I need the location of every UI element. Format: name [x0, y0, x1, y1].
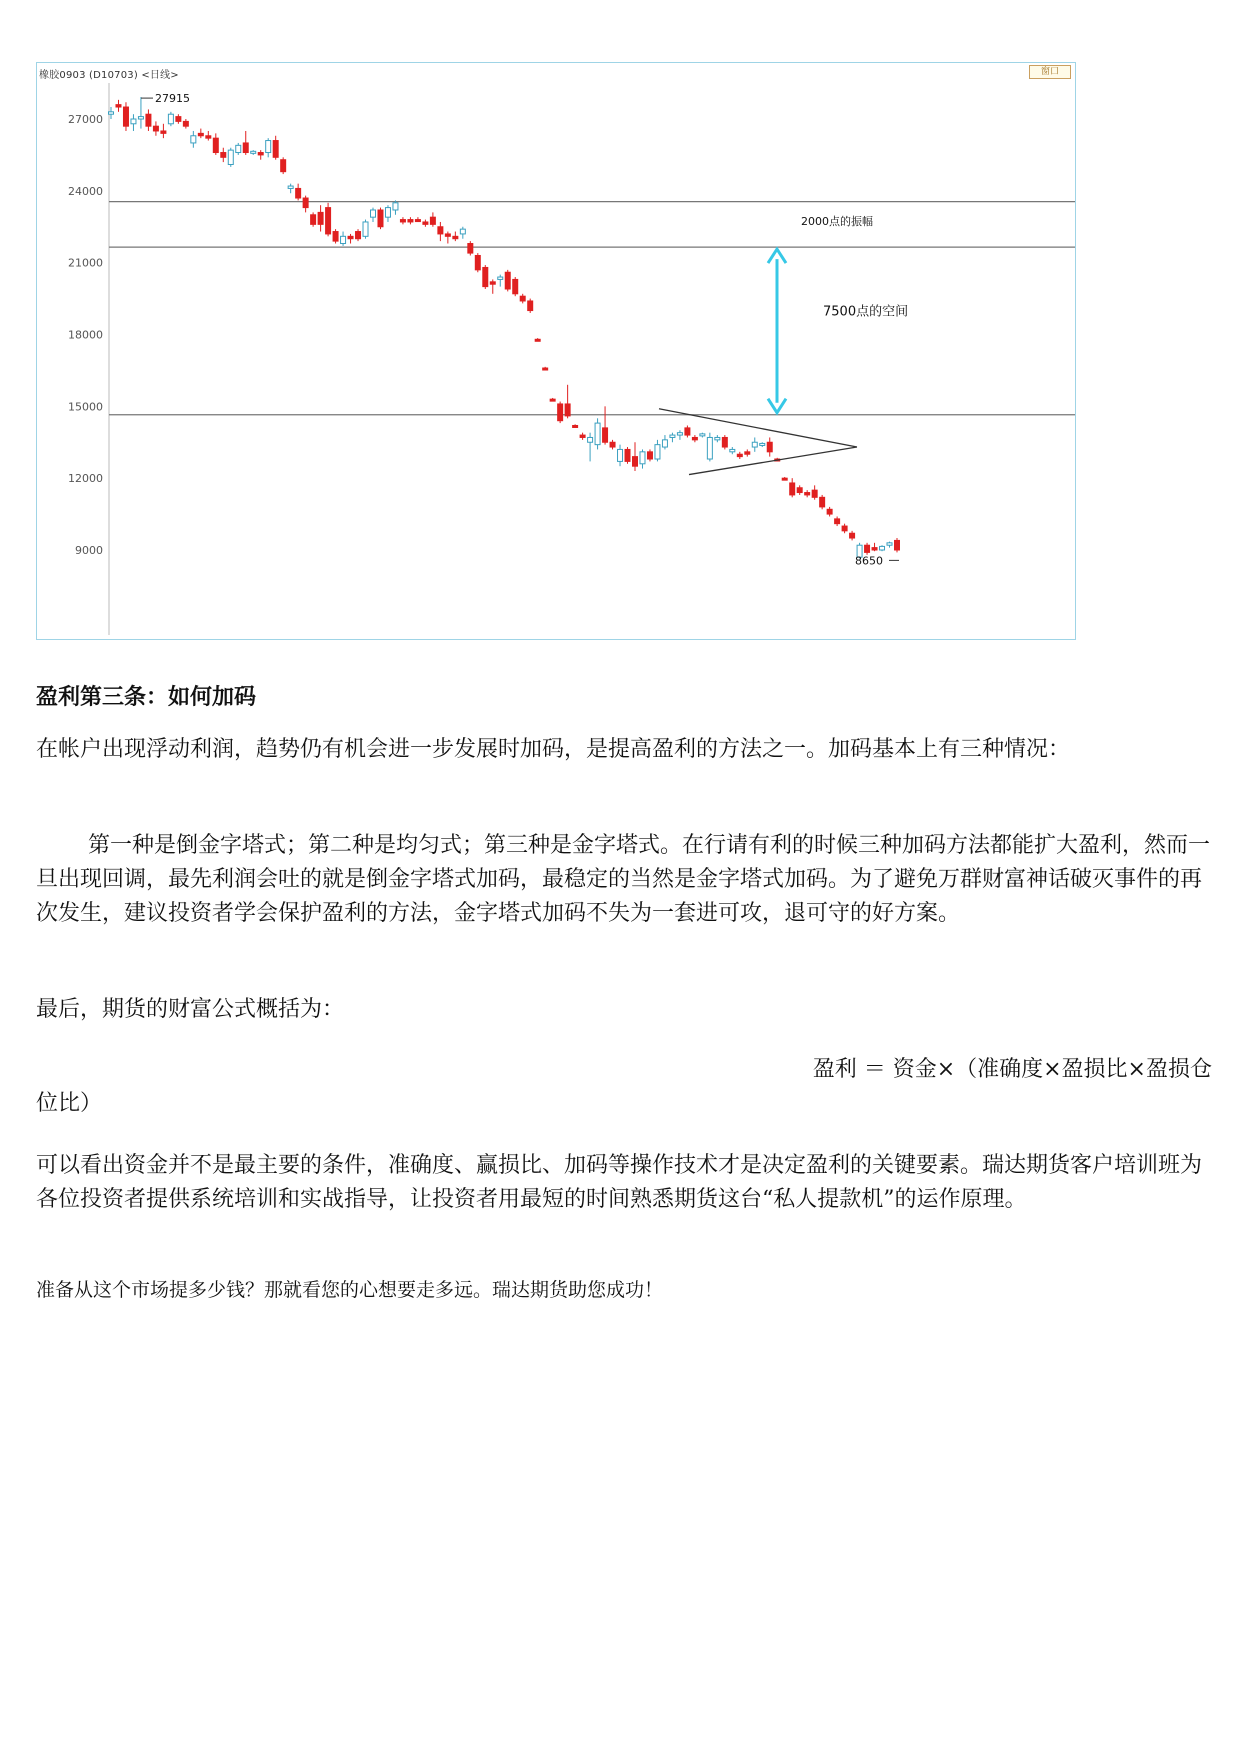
- candle-up: [168, 114, 173, 124]
- candle-up: [460, 229, 465, 234]
- intro-paragraph: 在帐户出现浮动利润，趋势仍有机会进一步发展时加码，是提高盈利的方法之一。加码基本上有三种情况：: [36, 737, 1071, 762]
- candle-down: [273, 141, 278, 158]
- candle-up: [715, 437, 720, 439]
- candle-down: [790, 483, 795, 495]
- candle-up: [707, 437, 712, 459]
- candle-up: [662, 440, 667, 447]
- candle-up: [251, 151, 256, 153]
- candle-down: [438, 227, 443, 234]
- candle-down: [685, 428, 690, 435]
- chart-canvas: [37, 63, 1075, 639]
- candle-down: [558, 404, 563, 421]
- candle-down: [116, 105, 121, 107]
- candle-up: [288, 186, 293, 188]
- candle-down: [468, 244, 473, 254]
- candle-up: [228, 150, 233, 164]
- conclusion-paragraph: 可以看出资金并不是最主要的条件，准确度、赢损比、加码等操作技术才是决定盈利的关键要素。瑞达期货客户培训班为各位投资者提供系统培训和实战指导，让投资者用最短的时间熟悉期货这台“私人提款机”的运作原理。: [36, 1153, 1203, 1212]
- space-label: 7500点的空间: [823, 304, 909, 320]
- candle-down: [550, 399, 555, 401]
- candle-up: [655, 445, 660, 459]
- candle-down: [161, 131, 166, 133]
- y-tick-label: 24000: [68, 184, 103, 198]
- y-tick-label: 21000: [68, 256, 103, 270]
- candle-down: [408, 220, 413, 222]
- candle-down: [146, 114, 151, 126]
- candle-up: [752, 442, 757, 447]
- candle-down: [737, 454, 742, 456]
- candle-down: [303, 198, 308, 208]
- candle-down: [445, 234, 450, 236]
- candle-down: [505, 272, 510, 289]
- section-heading: 盈利第三条：如何加码: [36, 685, 257, 710]
- candle-down: [296, 188, 301, 198]
- y-tick-label: 27000: [68, 113, 103, 126]
- candle-up: [109, 112, 114, 114]
- candle-down: [722, 437, 727, 447]
- candle-up: [700, 434, 705, 436]
- candle-down: [767, 442, 772, 452]
- candle-down: [430, 217, 435, 224]
- candle-down: [850, 533, 855, 538]
- candle-up: [138, 117, 143, 119]
- candle-down: [647, 452, 652, 459]
- candle-up: [595, 423, 600, 445]
- candle-down: [842, 526, 847, 531]
- candle-up: [640, 452, 645, 464]
- candle-down: [872, 548, 877, 550]
- candle-down: [827, 509, 832, 514]
- candle-up: [760, 443, 765, 445]
- candle-down: [812, 490, 817, 497]
- candle-down: [423, 222, 428, 224]
- high-label: 27915: [155, 92, 190, 106]
- candle-down: [535, 339, 540, 341]
- y-tick-label: 9000: [75, 544, 103, 557]
- candle-up: [385, 208, 390, 218]
- formula-line-1: 盈利 ＝ 资金×（准确度×盈损比×盈损仓: [812, 1057, 1212, 1082]
- candle-down: [356, 232, 361, 239]
- candle-down: [528, 301, 533, 311]
- candle-down: [326, 208, 331, 234]
- closing-line: 准备从这个市场提多少钱？那就看您的心想要走多远。瑞达期货助您成功！: [36, 1279, 664, 1301]
- candle-down: [183, 121, 188, 126]
- candle-down: [378, 210, 383, 227]
- candle-up: [131, 119, 136, 124]
- candle-down: [625, 449, 630, 461]
- candle-down: [543, 368, 548, 370]
- candle-down: [311, 215, 316, 225]
- candle-down: [213, 138, 218, 152]
- candle-up: [266, 141, 271, 153]
- candle-down: [176, 117, 181, 122]
- candle-down: [895, 540, 900, 550]
- wealth-formula: [36, 1053, 1212, 1121]
- candle-down: [243, 143, 248, 153]
- band-label: 2000点的振幅: [801, 214, 873, 228]
- candle-up: [498, 277, 503, 279]
- candle-down: [475, 255, 480, 269]
- candle-down: [835, 519, 840, 524]
- candle-up: [887, 543, 892, 545]
- candle-down: [281, 160, 286, 172]
- candle-down: [520, 296, 525, 301]
- candle-down: [221, 153, 226, 158]
- y-tick-label: 15000: [68, 400, 103, 414]
- candle-down: [565, 404, 570, 416]
- candle-down: [333, 232, 338, 242]
- y-tick-label: 12000: [68, 472, 103, 486]
- candle-down: [580, 435, 585, 437]
- candle-up: [618, 449, 623, 461]
- candle-down: [415, 220, 420, 222]
- candle-down: [206, 136, 211, 138]
- candle-down: [258, 153, 263, 155]
- candle-down: [603, 428, 608, 442]
- candle-up: [670, 435, 675, 437]
- candlestick-chart: [36, 62, 1076, 640]
- window-button[interactable]: 窗口: [1029, 65, 1071, 79]
- candle-down: [513, 279, 518, 293]
- low-label: 8650: [855, 554, 883, 568]
- methods-paragraph: 第一种是倒金字塔式；第二种是均匀式；第三种是金字塔式。在行请有利的时候三种加码方法都能扩大盈利，然而一旦出现回调，最先利润会吐的就是倒金字塔式加码，最稳定的当然是金字塔式加码。为了避免万群财富神话破灭事件的再次发生，建议投资者学会保护盈利的方法，金字塔式加码不失为一套进可攻，退可守的好方案。: [36, 833, 1211, 926]
- candle-up: [880, 546, 885, 550]
- candle-up: [363, 222, 368, 236]
- candle-down: [123, 107, 128, 126]
- formula-intro: 最后，期货的财富公式概括为：: [36, 997, 345, 1022]
- candle-up: [191, 136, 196, 143]
- candle-down: [692, 437, 697, 439]
- formula-line-2: 位比）: [36, 1091, 103, 1116]
- candle-down: [573, 425, 578, 427]
- candle-down: [153, 126, 158, 131]
- candle-up: [677, 433, 682, 435]
- candle-up: [236, 145, 241, 152]
- candle-up: [588, 437, 593, 442]
- candle-down: [198, 133, 203, 135]
- candle-down: [348, 236, 353, 238]
- candle-down: [633, 457, 638, 467]
- candle-down: [865, 545, 870, 552]
- candle-down: [490, 282, 495, 284]
- candle-down: [453, 236, 458, 238]
- candle-down: [805, 493, 810, 495]
- candle-down: [745, 452, 750, 454]
- candle-up: [371, 210, 376, 217]
- candle-down: [610, 442, 615, 447]
- candle-down: [318, 212, 323, 224]
- y-tick-label: 18000: [68, 328, 103, 342]
- candle-up: [393, 203, 398, 210]
- chart-title: 橡胶0903 (D10703) <日线>: [39, 70, 179, 81]
- triangle-lower-line: [689, 447, 857, 475]
- candle-up: [341, 236, 346, 243]
- candle-down: [400, 220, 405, 222]
- candle-down: [782, 478, 787, 480]
- candle-down: [820, 497, 825, 507]
- candle-up: [730, 449, 735, 451]
- candle-down: [797, 488, 802, 493]
- candle-down: [483, 267, 488, 286]
